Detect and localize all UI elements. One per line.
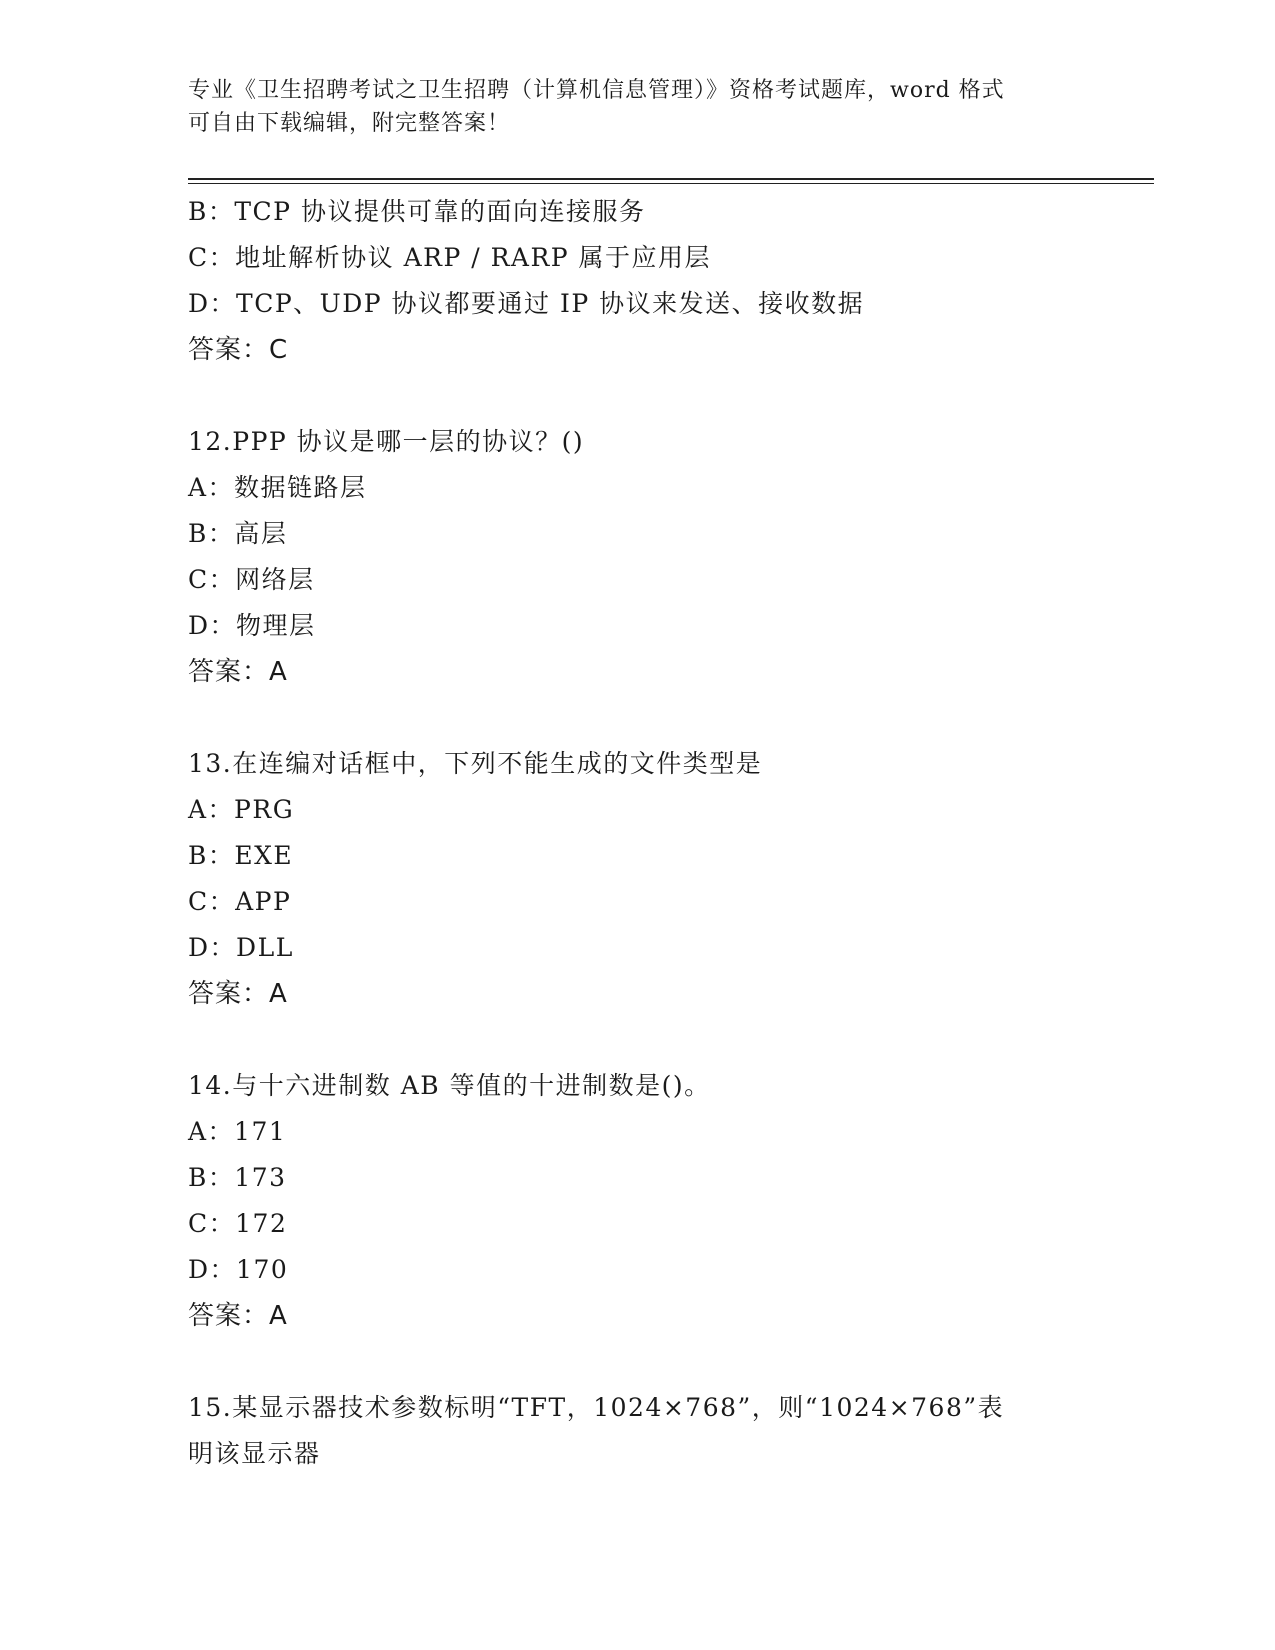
option-c: C：APP: [188, 887, 292, 916]
header-divider-thin: [188, 183, 1154, 184]
answer-label: 答案：A: [188, 979, 288, 1009]
question-15: [188, 1385, 1168, 1477]
spacer: [188, 695, 1168, 741]
document-header: [188, 74, 1088, 140]
option-c: C：地址解析协议 ARP / RARP 属于应用层: [188, 243, 712, 272]
option-c: C：172: [188, 1209, 288, 1238]
question-list: [188, 189, 1168, 1477]
header-line-2: 可自由下载编辑，附完整答案！: [188, 111, 511, 136]
answer-label: 答案：A: [188, 657, 288, 687]
option-d: D：DLL: [188, 933, 294, 962]
question-14: [188, 1063, 1168, 1339]
option-d: D：物理层: [188, 611, 316, 640]
question-stem: 13.在连编对话框中，下列不能生成的文件类型是: [188, 749, 763, 778]
option-d: D：TCP、UDP 协议都要通过 IP 协议来发送、接收数据: [188, 289, 865, 318]
question-12: [188, 419, 1168, 695]
option-d: D：170: [188, 1255, 289, 1284]
option-b: B：高层: [188, 519, 288, 548]
question-stem-line-1: 15.某显示器技术参数标明“TFT，1024×768”，则“1024×768”表: [188, 1393, 1005, 1422]
header-line-1: 专业《卫生招聘考试之卫生招聘（计算机信息管理）》资格考试题库，word 格式: [188, 78, 1005, 103]
question-stem: 12.PPP 协议是哪一层的协议？(): [188, 427, 585, 456]
option-a: A：PRG: [188, 795, 295, 824]
question-13: [188, 741, 1168, 1017]
option-b: B：173: [188, 1163, 287, 1192]
spacer: [188, 1017, 1168, 1063]
spacer: [188, 373, 1168, 419]
option-a: A：数据链路层: [188, 473, 367, 502]
question-stem-line-2: 明该显示器: [188, 1439, 321, 1468]
option-b: B：EXE: [188, 841, 294, 870]
header-divider-thick: [188, 178, 1154, 180]
spacer: [188, 1339, 1168, 1385]
answer-label: 答案：A: [188, 1301, 288, 1331]
option-b: B：TCP 协议提供可靠的面向连接服务: [188, 197, 646, 226]
option-c: C：网络层: [188, 565, 315, 594]
answer-label: 答案：C: [188, 335, 289, 365]
question-stem: 14.与十六进制数 AB 等值的十进制数是()。: [188, 1071, 711, 1100]
question-11-tail: [188, 189, 1168, 373]
option-a: A：171: [188, 1117, 287, 1146]
